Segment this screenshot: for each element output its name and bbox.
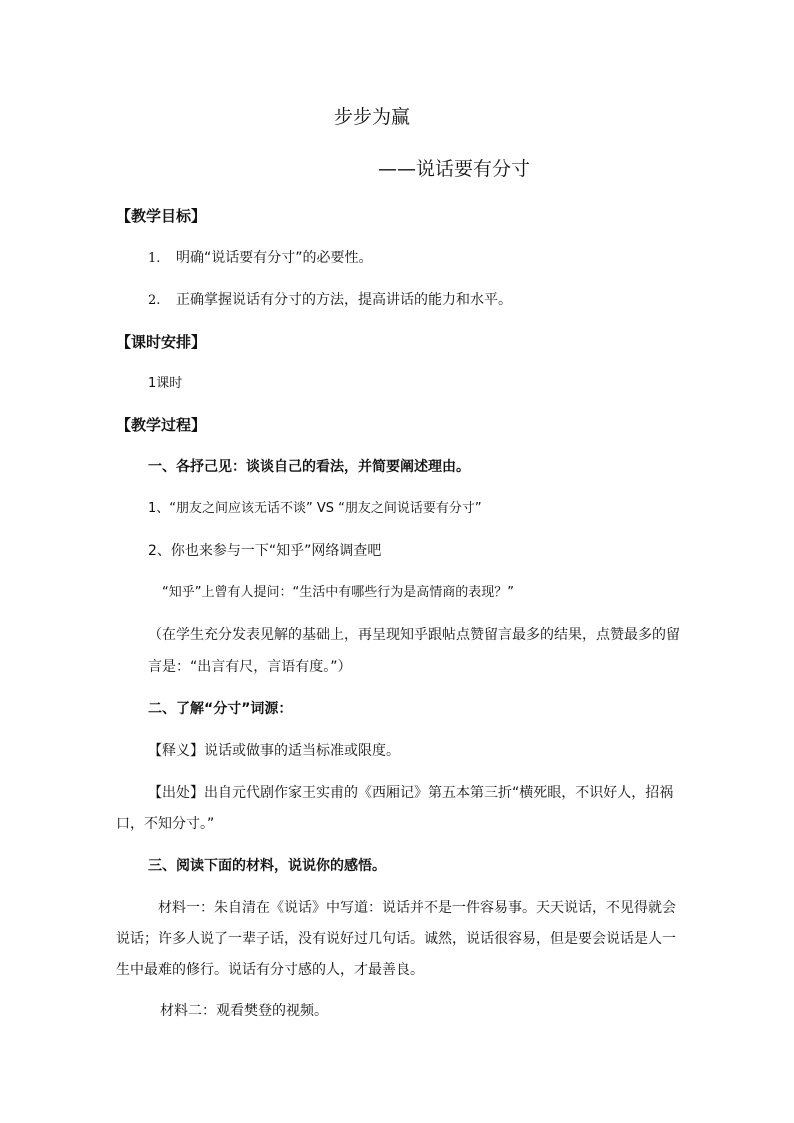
source-line: 【出处】出自元代剧作家王实甫的《西厢记》第五本第三折“横死眼，不识好人，招祸 bbox=[148, 785, 674, 801]
document-subtitle: ——说话要有分寸 bbox=[378, 158, 531, 180]
material-line: 说话；许多人说了一辈子话，没有说好过几句话。诚然，说话很容易，但是要会说话是人一 bbox=[116, 931, 676, 947]
section-heading-goals: 【教学目标】 bbox=[116, 207, 207, 225]
material-two: 材料二：观看樊登的视频。 bbox=[160, 1003, 328, 1019]
material-line: 生中最难的修行。说话有分寸感的人，才最善良。 bbox=[116, 962, 424, 978]
goal-item-text: 明确“说话要有分寸”的必要性。 bbox=[176, 250, 373, 266]
process-item-1: 1、“朋友之间应该无话不谈” VS “朋友之间说话要有分寸” bbox=[148, 501, 482, 516]
goal-item-number: 1. bbox=[148, 251, 161, 266]
zhihu-note-line: 言是：“出言有尺，言语有度。”） bbox=[148, 659, 352, 675]
process-part3-heading: 三、阅读下面的材料，说说你的感悟。 bbox=[148, 858, 386, 874]
material-line: 材料一：朱自清在《说话》中写道：说话并不是一件容易事。天天说话，不见得就会 bbox=[158, 900, 676, 916]
goal-item-number: 2. bbox=[148, 293, 161, 308]
goal-item-text: 正确掌握说话有分寸的方法，提高讲话的能力和水平。 bbox=[176, 292, 512, 308]
process-part2-heading: 二、了解“分寸”词源： bbox=[148, 701, 293, 717]
section-heading-process: 【教学过程】 bbox=[116, 416, 207, 434]
process-item-2: 2、你也来参与一下“知乎”网络调查吧 bbox=[148, 543, 382, 559]
document-title: 步步为赢 bbox=[334, 106, 411, 128]
zhihu-note-line: （在学生充分发表见解的基础上，再呈现知乎跟帖点赞留言最多的结果，点赞最多的留 bbox=[148, 627, 680, 643]
schedule-text: 1课时 bbox=[148, 376, 183, 391]
zhihu-question: “知乎”上曾有人提问：“生活中有哪些行为是高情商的表现？” bbox=[162, 585, 514, 600]
source-line: 口，不知分寸。” bbox=[116, 816, 215, 832]
definition-text: 【释义】说话或做事的适当标准或限度。 bbox=[148, 743, 400, 759]
section-heading-schedule: 【课时安排】 bbox=[116, 333, 207, 351]
process-part1-heading: 一、各抒己见：谈谈自己的看法，并简要阐述理由。 bbox=[148, 459, 470, 475]
